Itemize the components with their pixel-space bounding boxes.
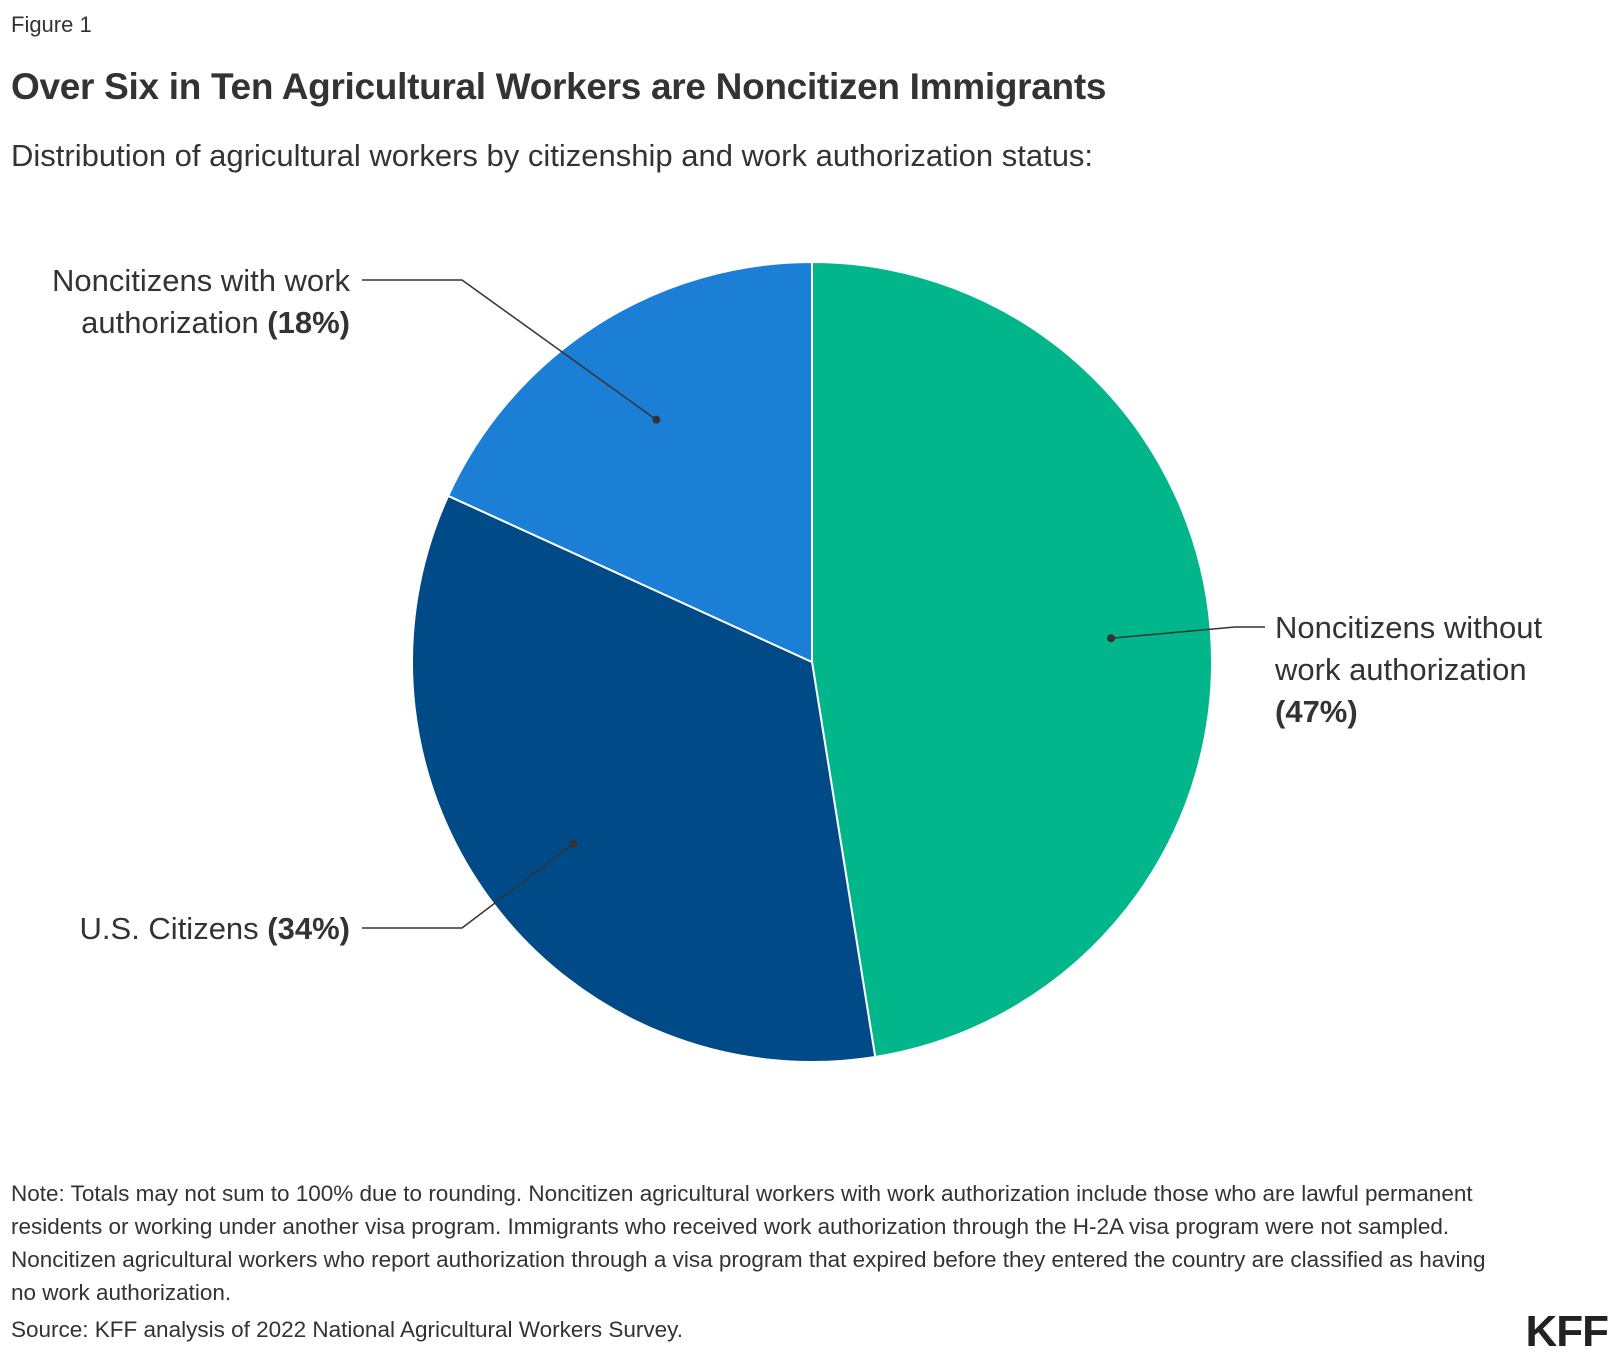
- leader-dot-noncitizens-with-work-authorization: [652, 416, 660, 424]
- slice-label-line: Noncitizens without: [1275, 610, 1543, 645]
- slice-value: (34%): [267, 911, 350, 946]
- slice-label-u-s-citizens: [80, 911, 350, 946]
- leader-dot-noncitizens-without-work-authorization: [1107, 634, 1115, 642]
- pie-chart: [0, 230, 1620, 1100]
- slice-label-line: authorization (18%): [81, 305, 350, 340]
- slice-label-line: Noncitizens with work: [51, 263, 350, 298]
- figure-label: Figure 1: [11, 12, 92, 37]
- kff-logo: KFF: [1525, 1307, 1608, 1356]
- slice-label-line: work authorization: [1275, 652, 1527, 687]
- chart-subtitle: Distribution of agricultural workers by citizenship and work authorization status:: [11, 138, 1094, 173]
- pie-slice-noncitizens-without-work-authorization: [812, 262, 1212, 1057]
- slice-value: (47%): [1275, 694, 1358, 729]
- slice-value: (18%): [267, 305, 350, 340]
- chart-source: Source: KFF analysis of 2022 National Agricultural Workers Survey.: [11, 1317, 683, 1342]
- slice-label-line: U.S. Citizens (34%): [79, 911, 350, 946]
- slice-label-noncitizens-without-work-authorization: [1274, 610, 1542, 729]
- chart-title: Over Six in Ten Agricultural Workers are Noncitizen Immigrants: [11, 66, 1107, 107]
- slice-label-noncitizens-with-work-authorization: [52, 263, 351, 340]
- leader-dot-u-s-citizens: [569, 840, 577, 848]
- chart-note: Note: Totals may not sum to 100% due to rounding. Noncitizen agricultural workers with work authorization include those who are lawful permanent residents or working under another visa program. Immigrants who received work authorization through the H-2A visa program were not sampled. Noncitizen agricultural workers who report authorization through a visa program that expired before they entered the country are classified as having no work authorization.: [11, 1181, 1486, 1305]
